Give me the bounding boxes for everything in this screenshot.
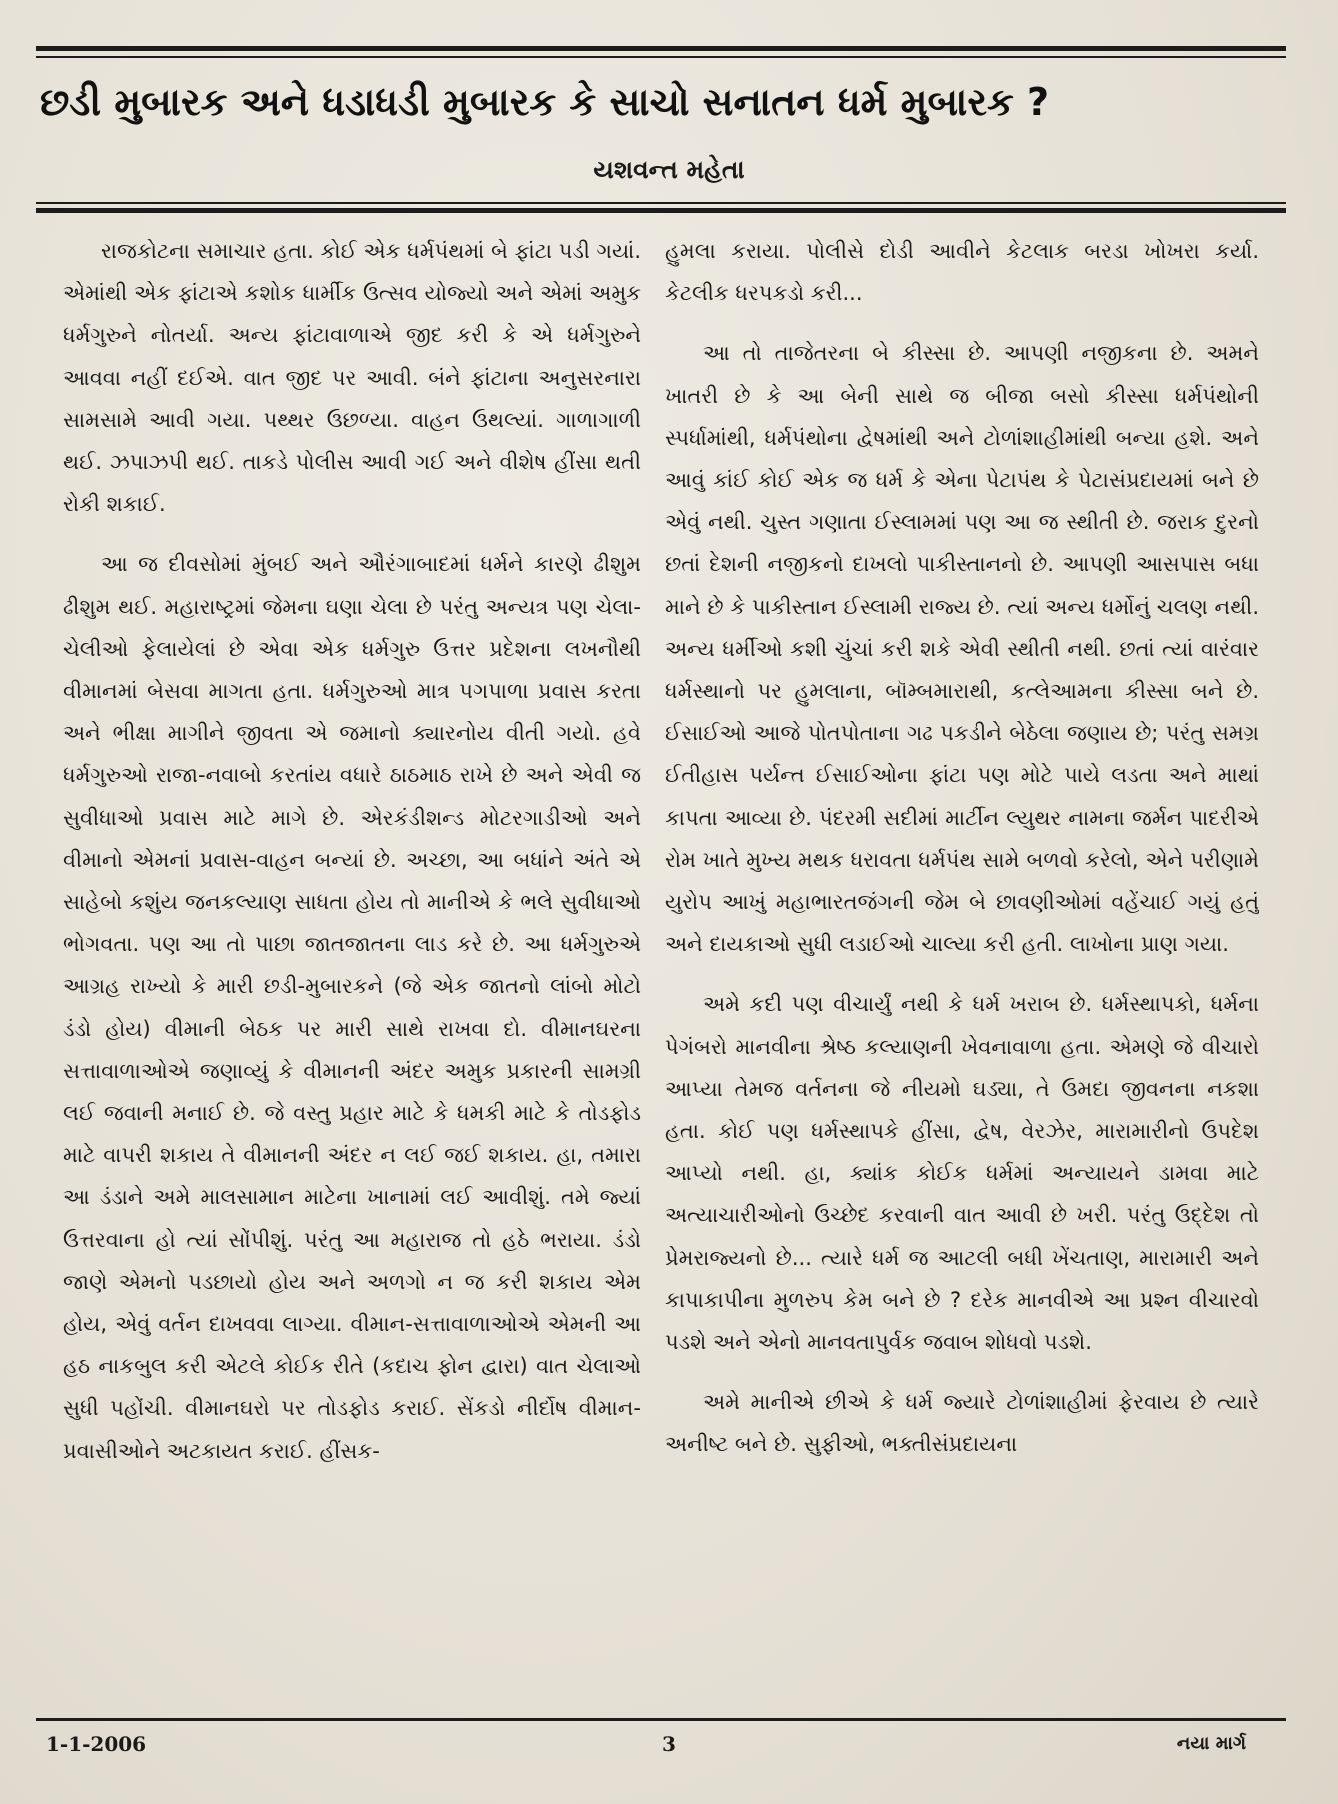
top-rule-thick — [36, 46, 1286, 51]
header-rule-thin — [36, 202, 1286, 204]
article-author: યશવન્ત મહેતા — [593, 155, 745, 184]
footer-page-number: 3 — [662, 1732, 676, 1756]
left-paragraph-1: રાજકોટના સમાચાર હતા. કોઈ એક ધર્મપંથમાં બે ફાંટા પડી ગયાં. એમાંથી એક ફાંટાએ કશોક ધાર્મીક ઉત્સવ યોજ્યો અને એમાં અમુક ધર્મગુરુને નોતર્યા. અન્ય ફાંટાવાળાએ જીદ કરી કે એ ધર્મગુરુને આવવા નહીં દઈએ. વાત જીદ પર આવી. બંને ફાંટાના અનુસરનારા સામસામે આવી ગયા. પથ્થર ઉછળ્યા. વાહન ઉથલ્યાં. ગાળાગાળી થઈ. ઝપાઝપી થઈ. તાકડે પોલીસ આવી ગઈ અને વીશેષ હીંસા થતી રોકી શકાઈ. — [63, 239, 641, 517]
right-paragraph-4: અમે માનીએ છીએ કે ધર્મ જ્યારે ટોળાંશાહીમાં ફેરવાય છે ત્યારે અનીષ્ટ બને છે. સુફીઓ, ભક્તીસંપ્રદાયના — [665, 1390, 1259, 1457]
right-column — [665, 230, 1259, 1698]
top-rule-thin — [36, 56, 1286, 58]
footer-magazine-name: નયા માર્ગ — [1176, 1733, 1246, 1754]
left-paragraph-2: આ જ દીવસોમાં મુંબઈ અને ઔરંગાબાદમાં ધર્મને કારણે ઢીશુમ ઢીશુમ થઈ. મહારાષ્ટ્રમાં જેમના ઘણા ચેલા છે પરંતુ અન્યત્ર પણ ચેલા-ચેલીઓ ફેલાયેલાં છે એવા એક ધર્મગુરુ ઉત્તર પ્રદેશના લખનૌથી વીમાનમાં બેસવા માગતા હતા. ધર્મગુરુઓ માત્ર પગપાળા પ્રવાસ કરતા અને ભીક્ષા માગીને જીવતા એ જમાનો ક્યારનોય વીતી ગયો. હવે ધર્મગુરુઓ રાજા-નવાબો કરતાંય વધારે ઠાઠમાઠ રાખે છે અને એવી જ સુવીધાઓ પ્રવાસ માટે માગે છે. એરકંડીશન્ડ મોટરગાડીઓ અને વીમાનો એમનાં પ્રવાસ-વાહન બન્યાં છે. અચ્છા, આ બધાંને અંતે એ સાહેબો કશુંય જનકલ્યાણ સાધતા હોય તો માનીએ કે ભલે સુવીધાઓ ભોગવતા. પણ આ તો પાછા જાતજાતના લાડ કરે છે. આ ધર્મગુરુએ આગ્રહ રાખ્યો કે મારી છડી-મુબારકને (જે એક જાતનો લાંબો મોટો ડંડો હોય) વીમાની બેઠક પર મારી સાથે રાખવા દો. વીમાનઘરના સત્તાવાળાઓએ જણાવ્યું કે વીમાનની અંદર અમુક પ્રકારની સામગ્રી લઈ જવાની મનાઈ છે. જે વસ્તુ પ્રહાર માટે કે ધમકી માટે કે તોડફોડ માટે વાપરી શકાય તે વીમાનની અંદર ન લઈ જઈ શકાય. હા, તમારા આ ડંડાને અમે માલસામાન માટેના ખાનામાં લઈ આવીશું. તમે જ્યાં ઉત્તરવાના હો ત્યાં સોંપીશું. પરંતુ આ મહારાજ તો હઠે ભરાયા. ડંડો જાણે એમનો પડછાયો હોય અને અળગો ન જ કરી શકાય એમ હોય, એવું વર્તન દાખવવા લાગ્યા. વીમાન-સત્તાવાળાઓએ એમની આ હઠ નાકબુલ કરી એટલે કોઈક રીતે (કદાચ ફોન દ્વારા) વાત ચેલાઓ સુધી પહોંચી. વીમાનઘરો પર તોડફોડ કરાઈ. સેંકડો નીર્દોષ વીમાન-પ્રવાસીઓને અટકાયત કરાઈ. હીંસક- — [63, 552, 641, 1463]
footer-rule — [36, 1718, 1286, 1721]
header-rule-thick — [36, 208, 1286, 213]
article-title: છડી મુબારક અને ધડાધડી મુબારક કે સાચો સનાતન ધર્મ મુબારક ? — [40, 80, 1050, 124]
right-paragraph-2: આ તો તાજેતરના બે કીસ્સા છે. આપણી નજીકના છે. અમને ખાતરી છે કે આ બેની સાથે જ બીજા બસો કીસ્સા ધર્મપંથોની સ્પર્ધામાંથી, ધર્મપંથોના દ્વેષમાંથી અને ટોળાંશાહીમાંથી બન્યા હશે. અને આવું કાંઈ કોઈ એક જ ધર્મ કે એના પેટાપંથ કે પેટાસંપ્રદાયમાં બને છે એવું નથી. ચુસ્ત ગણાતા ઈસ્લામમાં પણ આ જ સ્થીતી છે. જરાક દુરનો છતાં દેશની નજીકનો દાખલો પાકીસ્તાનનો છે. આપણી આસપાસ બધા માને છે કે પાકીસ્તાન ઈસ્લામી રાજ્ય છે. ત્યાં અન્ય ધર્મોનું ચલણ નથી. અન્ય ધર્મીઓ કશી ચુંચાં કરી શકે એવી સ્થીતી નથી. છતાં ત્યાં વારંવાર ધર્મસ્થાનો પર હુમલાના, બૉમ્બમારાથી, કત્લેઆમના કીસ્સા બને છે. ઈસાઈઓ આજે પોતપોતાના ગઢ પકડીને બેઠેલા જણાય છે; પરંતુ સમગ્ર ઈતીહાસ પર્યન્ત ઈસાઈઓના ફાંટા પણ મોટે પાયે લડતા અને માથાં કાપતા આવ્યા છે. પંદરમી સદીમાં માર્ટીન લ્યુથર નામના જર્મન પાદરીએ રોમ ખાતે મુખ્ય મથક ધરાવતા ધર્મપંથ સામે બળવો કરેલો, એને પરીણામે યુરોપ આખું મહાભારતજંગની જેમ બે છાવણીઓમાં વહેંચાઈ ગયું હતું અને દાયકાઓ સુધી લડાઈઓ ચાલ્યા કરી હતી. લાખોના પ્રાણ ગયા. — [665, 341, 1259, 957]
left-column — [63, 230, 641, 1698]
footer-date: 1-1-2006 — [46, 1732, 147, 1756]
right-paragraph-1: હુમલા કરાયા. પોલીસે દોડી આવીને કેટલાક બરડા ખોખરા કર્યા. કેટલીક ધરપકડો કરી... — [665, 239, 1259, 306]
right-paragraph-3: અમે કદી પણ વીચાર્યું નથી કે ધર્મ ખરાબ છે. ધર્મસ્થાપકો, ધર્મના પેગંબરો માનવીના શ્રેષ્ઠ કલ્યાણની ખેવનાવાળા હતા. એમણે જે વીચારો આપ્યા તેમજ વર્તનના જે નીયમો ઘડ્યા, તે ઉમદા જીવનના નકશા હતા. કોઈ પણ ધર્મસ્થાપકે હીંસા, દ્વેષ, વેરઝેર, મારામારીનો ઉપદેશ આપ્યો નથી. હા, ક્યાંક કોઈક ધર્મમાં અન્યાયને ડામવા માટે અત્યાચારીઓનો ઉચ્છેદ કરવાની વાત આવી છે ખરી. પરંતુ ઉદ્દેશ તો પ્રેમરાજ્યનો છે... ત્યારે ધર્મ જ આટલી બધી ખેંચતાણ, મારામારી અને કાપાકાપીના મુળરુપ કેમ બને છે ? દરેક માનવીએ આ પ્રશ્ન વીચારવો પડશે અને એનો માનવતાપુર્વક જવાબ શોધવો પડશે. — [665, 992, 1259, 1355]
